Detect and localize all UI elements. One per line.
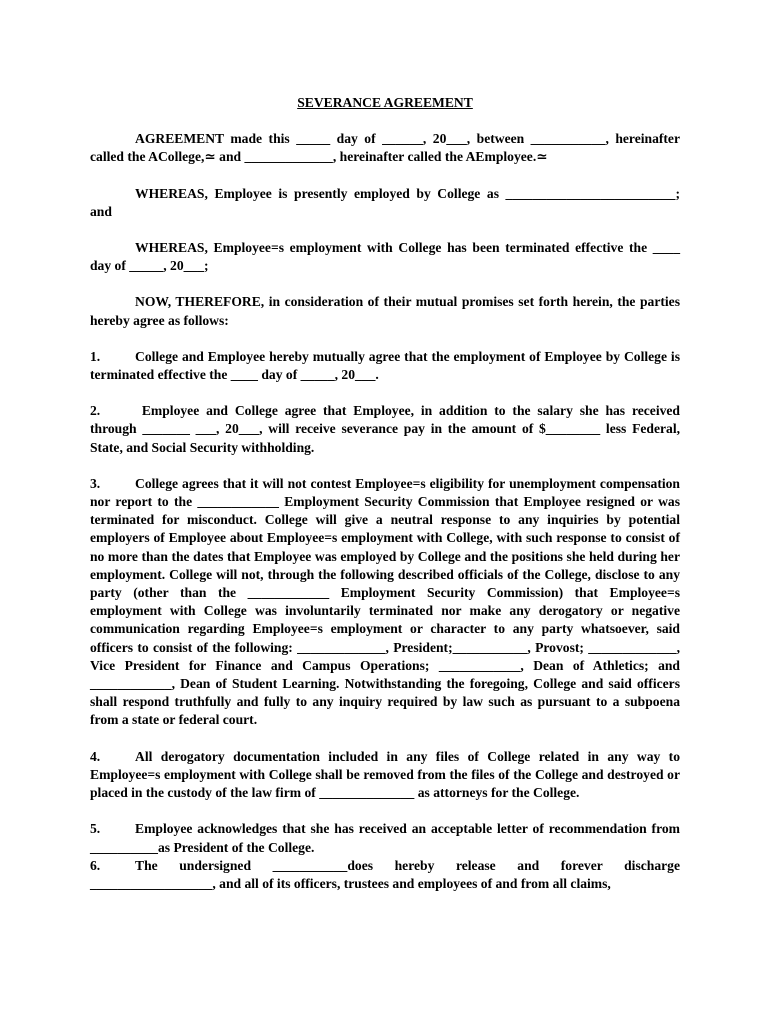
clause-number: 4. — [90, 748, 101, 764]
document-title: SEVERANCE AGREEMENT — [297, 95, 473, 110]
intro-paragraph: AGREEMENT made this _____ day of ______, 20___, between ___________, hereinafter called the ACollege,≃ and _____________, hereinafter called the AEmployee.≃ — [90, 131, 680, 165]
clause-text: The undersigned ___________does hereby release and forever discharge __________________, and all of its officers, trustees and employees of and from all claims, — [90, 857, 680, 891]
clause-3 — [90, 475, 680, 730]
clause-text: College agrees that it will not contest Employee=s eligibility for unemployment compensation nor report to the ____________ Employment Security Commission that Employee resigned or was terminated for misconduct. College will give a neutral response to any inquiries by potential employers of Employee about Employee=s employment with College, with such response to consist of no more than the dates that Employee was employed by College and the positions she held during her employment. College will not, through the following described officials of the College, disclose to any party (other than the ____________ Employment Security Commission) that Employee=s employment with College was involuntarily terminated nor make any derogatory or negative communication regarding Employee=s employment or character to any party whatsoever, said officers to consist of the following: _____________, President;___________, Provost; _____________, Vice President for Finance and Campus Operations; ____________, Dean of Athletics; and ____________, Dean of Student Learning. Notwithstanding the foregoing, College and said officers shall respond truthfully and fully to any inquiry required by law such as pursuant to a subpoena from a state or federal court. — [90, 475, 680, 728]
clause-1 — [90, 348, 680, 384]
clause-text: All derogatory documentation included in any files of College related in any way to Employee=s employment with College shall be removed from the files of the College and destroyed or placed in the custody of the law firm of ______________ as attorneys for the College. — [90, 748, 680, 801]
clause-6 — [90, 857, 680, 893]
clause-5 — [90, 820, 680, 856]
clause-number: 1. — [90, 348, 101, 364]
now-therefore-paragraph: NOW, THEREFORE, in consideration of their mutual promises set forth herein, the parties hereby agree as follows: — [90, 294, 680, 328]
clause-number: 6. — [90, 857, 101, 873]
whereas-paragraph-2: WHEREAS, Employee=s employment with College has been terminated effective the ____ day of _____, 20___; — [90, 240, 680, 274]
clause-2 — [90, 402, 680, 457]
clause-number: 5. — [90, 821, 101, 837]
document-page — [90, 94, 680, 893]
clause-text: Employee acknowledges that she has received an acceptable letter of recommendation from __________as President of the College. — [90, 821, 680, 855]
clause-number: 3. — [90, 475, 101, 491]
clause-number: 2. — [90, 403, 101, 419]
clause-text: Employee and College agree that Employee, in addition to the salary she has received through _______ ___, 20___, will receive severance pay in the amount of $________ less Federal, State, and Social Security withholding. — [90, 403, 680, 455]
clause-4 — [90, 748, 680, 803]
clause-text: College and Employee hereby mutually agree that the employment of Employee by College is terminated effective the ____ day of _____, 20___. — [90, 348, 680, 383]
whereas-paragraph-1: WHEREAS, Employee is presently employed by College as _________________________; and — [90, 185, 680, 219]
